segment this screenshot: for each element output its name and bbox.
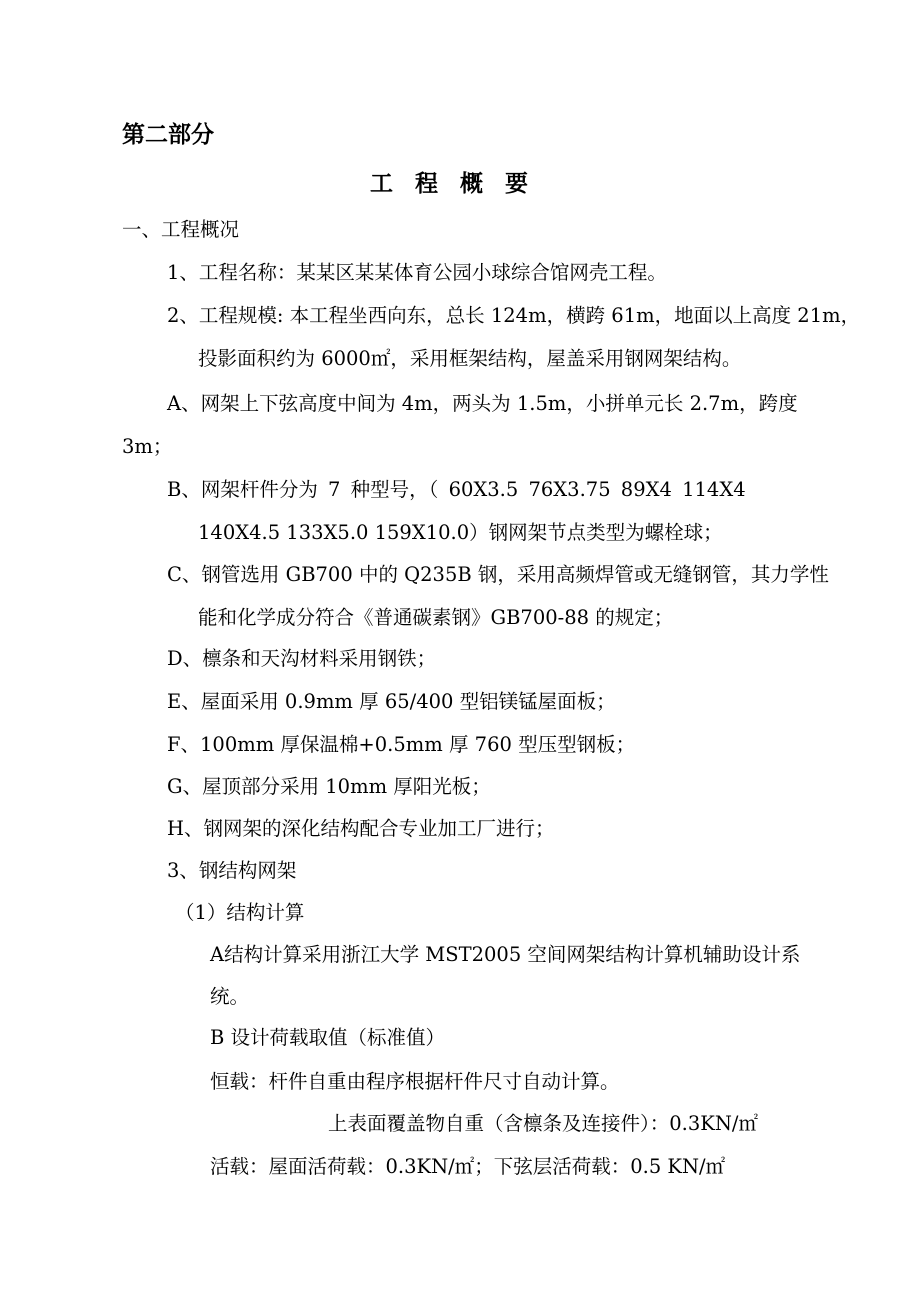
paragraph-line: 上表面覆盖物自重（含檩条及连接件）：0.3KN/㎡ bbox=[328, 1112, 758, 1135]
paragraph-line: 3m； bbox=[122, 435, 173, 458]
section-heading: 一、工程概况 bbox=[122, 218, 240, 241]
paragraph-line: 140X4.5 133X5.0 159X10.0）钢网架节点类型为螺栓球； bbox=[198, 521, 723, 544]
page-title: 工程概要 bbox=[370, 170, 550, 197]
subsection-heading: 3、钢结构网架 bbox=[167, 859, 297, 882]
paragraph-line: 1、工程名称：某某区某某体育公园小球综合馆网壳工程。 bbox=[167, 261, 667, 284]
paragraph-line: 恒载：杆件自重由程序根据杆件尺寸自动计算。 bbox=[210, 1070, 620, 1093]
paragraph-line: D、檩条和天沟材料采用钢铁； bbox=[167, 647, 437, 670]
paragraph-line: F、100mm 厚保温棉+0.5mm 厚 760 型压型钢板； bbox=[167, 733, 636, 756]
paragraph-line: G、屋顶部分采用 10mm 厚阳光板； bbox=[167, 775, 491, 798]
paragraph-line: B 设计荷载取值（标准值） bbox=[210, 1026, 446, 1049]
paragraph-line: E、屋面采用 0.9mm 厚 65/400 型铝镁锰屋面板； bbox=[167, 690, 616, 713]
paragraph-line: A结构计算采用浙江大学 MST2005 空间网架结构计算机辅助设计系 bbox=[210, 943, 801, 966]
paragraph-line: 2、工程规模: 本工程坐西向东，总长 124m，横跨 61m，地面以上高度 21m， bbox=[167, 304, 861, 327]
paragraph-line: B、网架杆件分为 7 种型号，（ 60X3.5 76X3.75 89X4 114X4 bbox=[167, 478, 746, 501]
subsection-heading: （1）结构计算 bbox=[175, 901, 305, 924]
paragraph-line: 活载：屋面活荷载：0.3KN/㎡；下弦层活荷载：0.5 KN/㎡ bbox=[210, 1155, 726, 1178]
paragraph-line: 投影面积约为 6000㎡，采用框架结构，屋盖采用钢网架结构。 bbox=[198, 347, 742, 370]
paragraph-line: 能和化学成分符合《普通碳素钢》GB700-88 的规定； bbox=[198, 606, 674, 629]
paragraph-line: H、钢网架的深化结构配合专业加工厂进行； bbox=[167, 817, 555, 840]
paragraph-line: 统。 bbox=[210, 985, 250, 1008]
paragraph-line: C、钢管选用 GB700 中的 Q235B 钢，采用高频焊管或无缝钢管，其力学性 bbox=[167, 563, 829, 586]
part-heading: 第二部分 bbox=[122, 121, 214, 148]
paragraph-line: A、网架上下弦高度中间为 4m，两头为 1.5m，小拼单元长 2.7m，跨度 bbox=[167, 392, 798, 415]
